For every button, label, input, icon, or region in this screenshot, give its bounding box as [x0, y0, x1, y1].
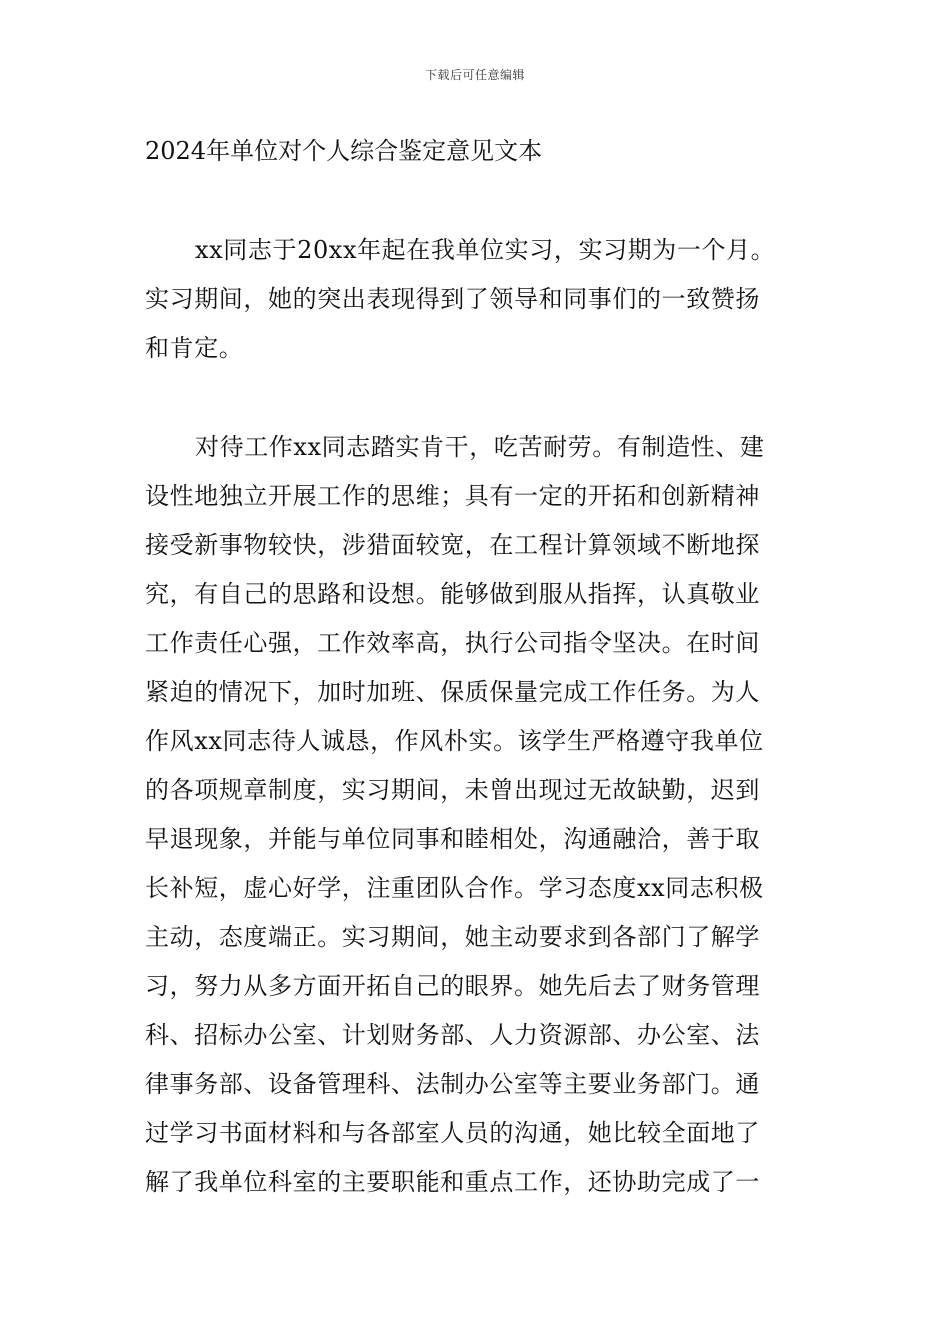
paragraph-line: 早退现象，并能与单位同事和睦相处，沟通融洽，善于取: [145, 825, 760, 853]
paragraph-line: xx同志于20xx年起在我单位实习，实习期为一个月。: [195, 236, 776, 264]
paragraph-line: 主动，态度端正。实习期间，她主动要求到各部门了解学: [145, 923, 760, 951]
document-title: 2024年单位对个人综合鉴定意见文本: [145, 137, 543, 165]
paragraph-line: 律事务部、设备管理科、法制办公室等主要业务部门。通: [145, 1070, 760, 1098]
paragraph-line: 紧迫的情况下，加时加班、保质保量完成工作任务。为人: [145, 678, 760, 706]
paragraph-line: 长补短，虚心好学，注重团队合作。学习态度xx同志积极: [145, 874, 764, 902]
paragraph-line: 习，努力从多方面开拓自己的眼界。她先后去了财务管理: [145, 972, 760, 1000]
paragraph-line: 对待工作xx同志踏实肯干，吃苦耐劳。有制造性、建: [195, 433, 765, 461]
paragraph-line: 究，有自己的思路和设想。能够做到服从指挥，认真敬业: [145, 580, 760, 608]
paragraph-line: 解了我单位科室的主要职能和重点工作，还协助完成了一: [145, 1168, 760, 1196]
paragraph-line: 接受新事物较快，涉猎面较宽，在工程计算领域不断地探: [145, 531, 760, 559]
paragraph-line: 科、招标办公室、计划财务部、人力资源部、办公室、法: [145, 1021, 760, 1049]
paragraph-line: 的各项规章制度，实习期间，未曾出现过无故缺勤，迟到: [145, 776, 760, 804]
header-note: 下载后可任意编辑: [424, 68, 525, 82]
paragraph-line: 作风xx同志待人诚恳，作风朴实。该学生严格遵守我单位: [145, 727, 764, 755]
paragraph-line: 设性地独立开展工作的思维；具有一定的开拓和创新精神: [145, 482, 760, 510]
paragraph-line: 和肯定。: [145, 334, 244, 362]
paragraph-line: 过学习书面材料和与各部室人员的沟通，她比较全面地了: [145, 1119, 760, 1147]
paragraph-line: 实习期间，她的突出表现得到了领导和同事们的一致赞扬: [145, 285, 760, 313]
paragraph-line: 工作责任心强，工作效率高，执行公司指令坚决。在时间: [145, 629, 760, 657]
